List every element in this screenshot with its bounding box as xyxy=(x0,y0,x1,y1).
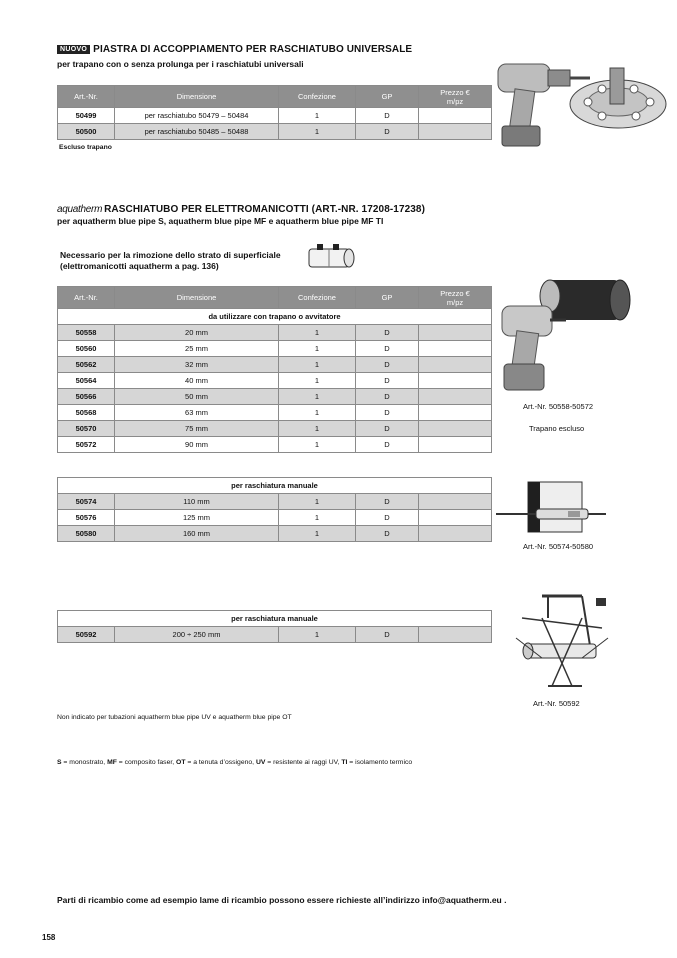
col-price: Prezzo € m/pz xyxy=(419,86,492,108)
table-row: 50499 per raschiatubo 50479 – 50484 1 D xyxy=(58,108,492,124)
table-row: 50580 160 mm 1 D xyxy=(58,526,492,542)
section4-table xyxy=(57,610,492,643)
section2-subtitle: per aquatherm blue pipe S, aquatherm blue pipe MF e aquatherm blue pipe MF TI xyxy=(57,216,384,226)
table-section-row: per raschiatura manuale xyxy=(58,478,492,494)
section3-caption: Art.-Nr. 50574-50580 xyxy=(523,542,594,551)
drill-plate-image xyxy=(490,56,670,154)
table-row: 50572 90 mm 1 D xyxy=(58,437,492,453)
table-row: 50570 75 mm 1 D xyxy=(58,421,492,437)
manual-scraper-image xyxy=(496,478,606,540)
section1-title: NUOVO PIASTRA DI ACCOPPIAMENTO PER RASCHIATUBO UNIVERSALE xyxy=(57,44,412,55)
table-section-row: per raschiatura manuale xyxy=(58,611,492,627)
col-dim: Dimensione xyxy=(115,86,279,108)
new-badge: NUOVO xyxy=(57,45,90,54)
col-conf: Confezione xyxy=(279,287,356,309)
electrofusion-coupler-image xyxy=(303,241,359,273)
table-row: 50592 200 ÷ 250 mm 1 D xyxy=(58,627,492,643)
table-row: 50558 20 mm 1 D xyxy=(58,325,492,341)
col-gp: GP xyxy=(356,287,419,309)
col-conf: Confezione xyxy=(279,86,356,108)
section2-title: aquatherm RASCHIATUBO PER ELETTROMANICOTTI (ART.-NR. 17208-17238) xyxy=(57,204,426,215)
section4-caption: Art.-Nr. 50592 xyxy=(533,699,580,708)
section2-info-line2: (elettromanicotti aquatherm a pag. 136) xyxy=(60,261,219,271)
spare-parts-note: Parti di ricambio come ad esempio lame di ricambio possono essere richieste all’indirizzo info@aquatherm.eu . xyxy=(57,895,507,905)
section2-caption-drill: Trapano escluso xyxy=(529,424,585,433)
table-section-row: da utilizzare con trapano o avvitatore xyxy=(58,309,492,325)
large-scraper-image xyxy=(512,588,612,694)
col-gp: GP xyxy=(356,86,419,108)
table-row: 50562 32 mm 1 D xyxy=(58,357,492,373)
table-row: 50560 25 mm 1 D xyxy=(58,341,492,357)
table-header-row xyxy=(58,287,492,309)
table-header-row xyxy=(58,86,492,108)
table-row: 50566 50 mm 1 D xyxy=(58,389,492,405)
section3-table xyxy=(57,477,492,542)
section1-subtitle: per trapano con o senza prolunga per i raschiatubi universali xyxy=(57,59,304,69)
drill-scraper-image xyxy=(494,266,670,398)
brand-logo: aquatherm xyxy=(57,204,103,215)
table-row: 50500 per raschiatubo 50485 – 50488 1 D xyxy=(58,124,492,140)
not-indicated-note: Non indicato per tubazioni aquatherm blue pipe UV e aquatherm blue pipe OT xyxy=(57,714,292,721)
abbreviation-legend: S = monostrato, MF = composito faser, OT = a tenuta d’ossigeno, UV = resistente ai raggi UV, TI = isolamento termico xyxy=(57,759,413,766)
table-row: 50576 125 mm 1 D xyxy=(58,510,492,526)
col-art: Art.-Nr. xyxy=(58,287,115,309)
table-row: 50564 40 mm 1 D xyxy=(58,373,492,389)
col-price: Prezzo € m/pz xyxy=(419,287,492,309)
col-dim: Dimensione xyxy=(115,287,279,309)
section1-note: Escluso trapano xyxy=(59,144,112,151)
table-row: 50568 63 mm 1 D xyxy=(58,405,492,421)
section2-table xyxy=(57,286,492,453)
page-number: 158 xyxy=(42,933,56,942)
section1-table xyxy=(57,85,492,140)
table-row: 50574 110 mm 1 D xyxy=(58,494,492,510)
section2-info-line1: Necessario per la rimozione dello strato di superficiale xyxy=(60,250,281,260)
section2-caption-art: Art.-Nr. 50558-50572 xyxy=(523,402,594,411)
col-art: Art.-Nr. xyxy=(58,86,115,108)
